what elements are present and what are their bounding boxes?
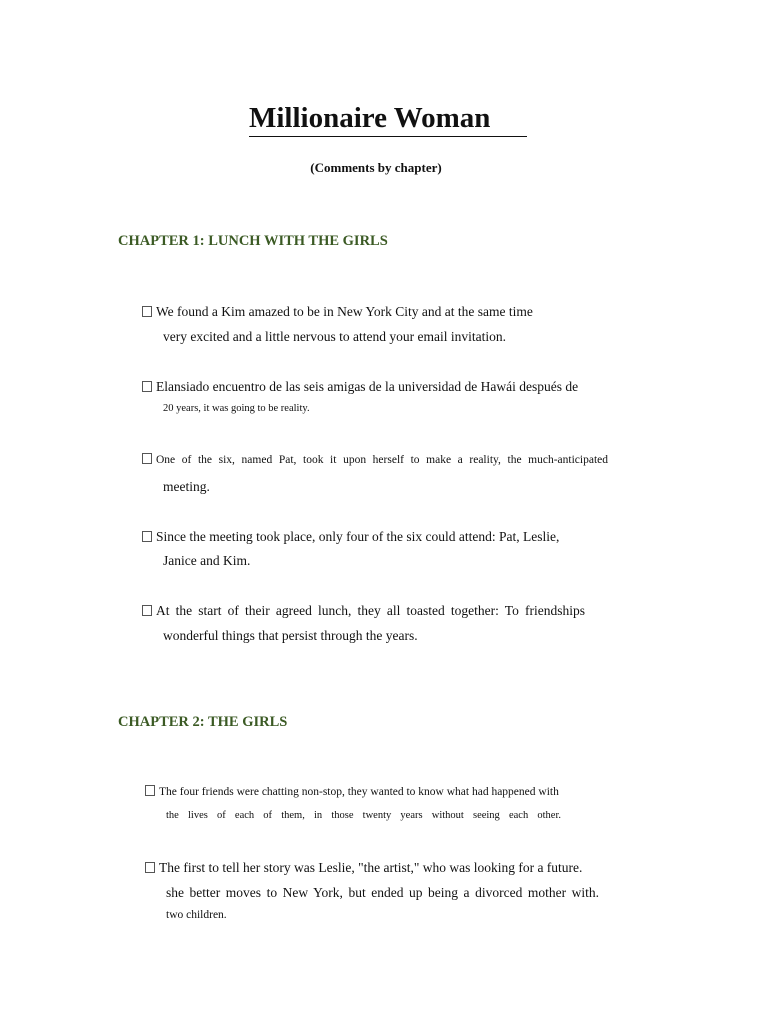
document-title: Millionaire Woman: [249, 100, 527, 137]
bullet-continuation: meeting.: [163, 479, 210, 494]
bullet-icon: [142, 453, 152, 464]
bullet-line: One of the six, named Pat, took it upon herself to make a reality, the much-anticipated: [142, 453, 608, 466]
bullet-icon: [145, 862, 155, 873]
bullet-icon: [145, 785, 155, 796]
bullet-continuation: two children.: [166, 909, 227, 921]
document-subtitle: (Comments by chapter): [310, 160, 442, 175]
bullet-continuation: 20 years, it was going to be reality.: [163, 403, 310, 414]
chapter-2-heading: CHAPTER 2: THE GIRLS: [118, 714, 288, 730]
bullet-continuation: very excited and a little nervous to attend your email invitation.: [163, 329, 507, 344]
bullet-icon: [142, 605, 152, 616]
bullet-icon: [142, 531, 152, 542]
bullet-line: The first to tell her story was Leslie, "the artist," who was looking for a future.: [145, 860, 582, 876]
bullet-continuation: wonderful things that persist through the years.: [163, 628, 418, 643]
bullet-line: Since the meeting took place, only four of the six could attend: Pat, Leslie,: [142, 529, 559, 545]
bullet-line: Elansiado encuentro de las seis amigas de la universidad de Hawái después de: [142, 379, 578, 395]
bullet-line: We found a Kim amazed to be in New York City and at the same time: [142, 304, 533, 320]
bullet-icon: [142, 381, 152, 392]
bullet-continuation: Janice and Kim.: [163, 553, 251, 568]
bullet-continuation: the lives of each of them, in those twenty years without seeing each other.: [166, 810, 561, 821]
bullet-icon: [142, 306, 152, 317]
bullet-line: At the start of their agreed lunch, they all toasted together: To friendships: [142, 603, 585, 619]
bullet-continuation: she better moves to New York, but ended up being a divorced mother with.: [166, 885, 599, 900]
chapter-1-heading: CHAPTER 1: LUNCH WITH THE GIRLS: [118, 233, 388, 249]
bullet-line: The four friends were chatting non-stop, they wanted to know what had happened with: [145, 785, 559, 798]
